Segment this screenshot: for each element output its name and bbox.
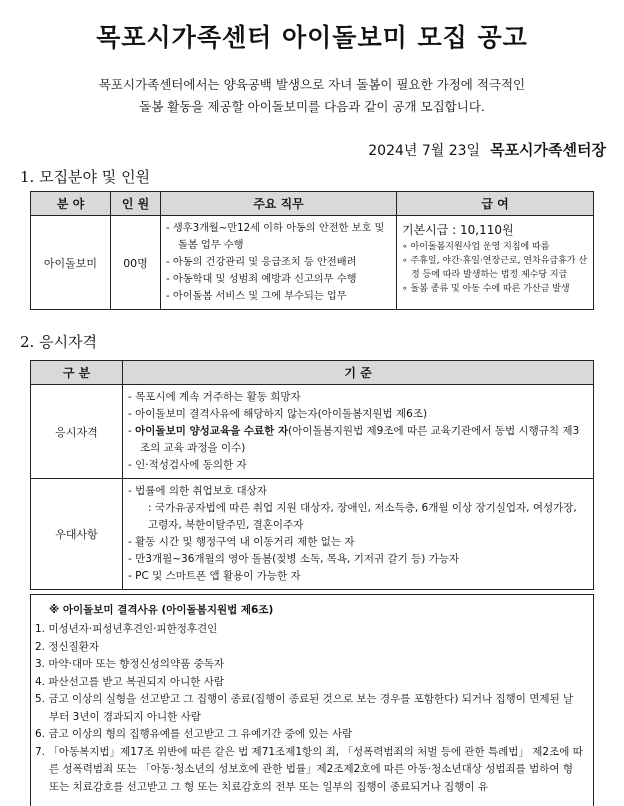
disqualification-item: 1. 미성년자·피성년후견인·피한정후견인: [35, 623, 218, 635]
criteria-item-bold: 아이돌보미 양성교육을 수료한 자: [135, 425, 289, 437]
pay-note: ∘ 주휴일, 야간·휴일·연장근로, 연차유급휴가 산정 등에 따라 발생하는 법정 제수당 지급: [402, 254, 588, 282]
date-signature: [368, 139, 606, 160]
disqualification-item: 4. 파산선고를 받고 복권되지 아니한 사람: [35, 675, 224, 688]
criteria-item: - 목포시에 계속 거주하는 활동 희망자: [128, 389, 588, 406]
header-count: 인 원: [111, 192, 161, 216]
table-row: [31, 216, 594, 310]
intro-paragraph: [40, 74, 584, 118]
table-row: [31, 479, 594, 590]
intro-line: 목포시가족센터에서는 양육공백 발생으로 자녀 돌봄이 필요한 가정에 적극적인: [98, 77, 526, 92]
header-duties: 주요 직무: [161, 192, 397, 216]
duty-item: - 아동의 건강관리 및 응급조치 등 안전배려: [166, 254, 391, 271]
preference-item: - 만3개월~36개월의 영아 돌봄(젖병 소독, 목욕, 기저귀 갈기 등) 가능자: [128, 551, 588, 568]
recruitment-table: [30, 191, 594, 310]
duty-item: - 아이돌봄 서비스 및 그에 부수되는 업무: [166, 288, 391, 305]
section2-heading: 2. 응시자격: [20, 333, 98, 351]
pay-note: ∘ 돌봄 종류 및 아동 수에 따른 가산금 발생: [402, 282, 588, 296]
criteria-item: [128, 423, 588, 457]
table-row: [31, 385, 594, 479]
criteria-item: - 아이돌보미 결격사유에 해당하지 않는자(아이돌봄지원법 제6조): [128, 406, 588, 423]
header-criteria: 기 준: [123, 361, 594, 385]
pay-cell: [397, 216, 594, 310]
criteria-item: - 인·적성검사에 동의한 자: [128, 457, 588, 474]
disqualification-item: 7. 「아동복지법」제17조 위반에 따른 같은 법 제71조제1항의 죄, 「성폭력범죄의 처벌 등에 관한 특례법」 제2조에 따른 성폭력범죄 또는 「아동·청소년의 성보호에 관한 법률」제2조제2호에 따른 아동·청소년대상 성범죄를 범하여 형 또는 치료감호를 선고받고 그 형 또는 치료감호의 전부 또는 일부의 집행이 종료되거나 집행이 유: [35, 745, 583, 793]
duty-item: - 생후3개월~만12세 이하 아동의 안전한 보호 및 돌봄 업무 수행: [166, 220, 391, 254]
qualification-criteria: [123, 385, 594, 479]
section1-heading: 1. 모집분야 및 인원: [20, 168, 151, 186]
duty-item: - 아동학대 및 성범죄 예방과 신고의무 수행: [166, 271, 391, 288]
qualification-label: 응시자격: [31, 385, 123, 479]
table-header-row: [31, 192, 594, 216]
disqualification-box: [30, 594, 594, 806]
field-cell: 아이돌보미: [31, 216, 111, 310]
qualification-table: [30, 360, 594, 590]
disqualification-item: 5. 금고 이상의 실형을 선고받고 그 집행이 종료(집행이 종료된 것으로 보는 경우를 포함한다) 되거나 집행이 면제된 날부터 3년이 경과되지 아니한 사람: [35, 693, 574, 723]
preference-criteria: [123, 479, 594, 590]
disqualification-item: 6. 금고 이상의 형의 집행유예를 선고받고 그 유예기간 중에 있는 사람: [35, 728, 353, 740]
header-category: 구 분: [31, 361, 123, 385]
header-pay: 급 여: [397, 192, 594, 216]
duties-cell: [161, 216, 397, 310]
disqualification-item: 3. 마약·대마 또는 향정신성의약품 중독자: [35, 658, 224, 670]
criteria-item-rest: (아이돌봄지원법 제9조에 따른 교육기관에서 동법 시행규칙 제3조의 교육 과정을 이수): [140, 425, 580, 454]
page-title: 목포시가족센터 아이돌보미 모집 공고: [96, 23, 528, 52]
preference-subline: : 국가유공자법에 따른 취업 지원 대상자, 장애인, 저소득층, 6개월 이상 장기실업자, 여성가장, 고령자, 북한이탈주민, 결혼이주자: [148, 502, 577, 531]
organization-name: 목포시가족센터장: [490, 141, 606, 159]
header-field: 분 야: [31, 192, 111, 216]
table-header-row: [31, 361, 594, 385]
preference-item: - 활동 시간 및 행정구역 내 이동거리 제한 없는 자: [128, 534, 588, 551]
preference-item: - 법률에 의한 취업보호 대상자: [128, 483, 588, 500]
announcement-date: 2024년 7월 23일: [368, 143, 481, 159]
count-cell: 00명: [111, 216, 161, 310]
base-hourly-wage: 기본시급 : 10,110원: [402, 223, 514, 237]
intro-line: 돌봄 활동을 제공할 아이돌보미를 다음과 같이 공개 모집합니다.: [139, 99, 485, 114]
disqualification-heading: ※ 아이돌보미 결격사유 (아이돌봄지원법 제6조): [49, 604, 274, 616]
preference-label: 우대사항: [31, 479, 123, 590]
disqualification-item: 2. 정신질환자: [35, 640, 100, 653]
preference-item: - PC 및 스마트폰 앱 활용이 가능한 자: [128, 568, 588, 585]
pay-note: ∘ 아이돌봄지원사업 운영 지침에 따름: [402, 240, 588, 254]
